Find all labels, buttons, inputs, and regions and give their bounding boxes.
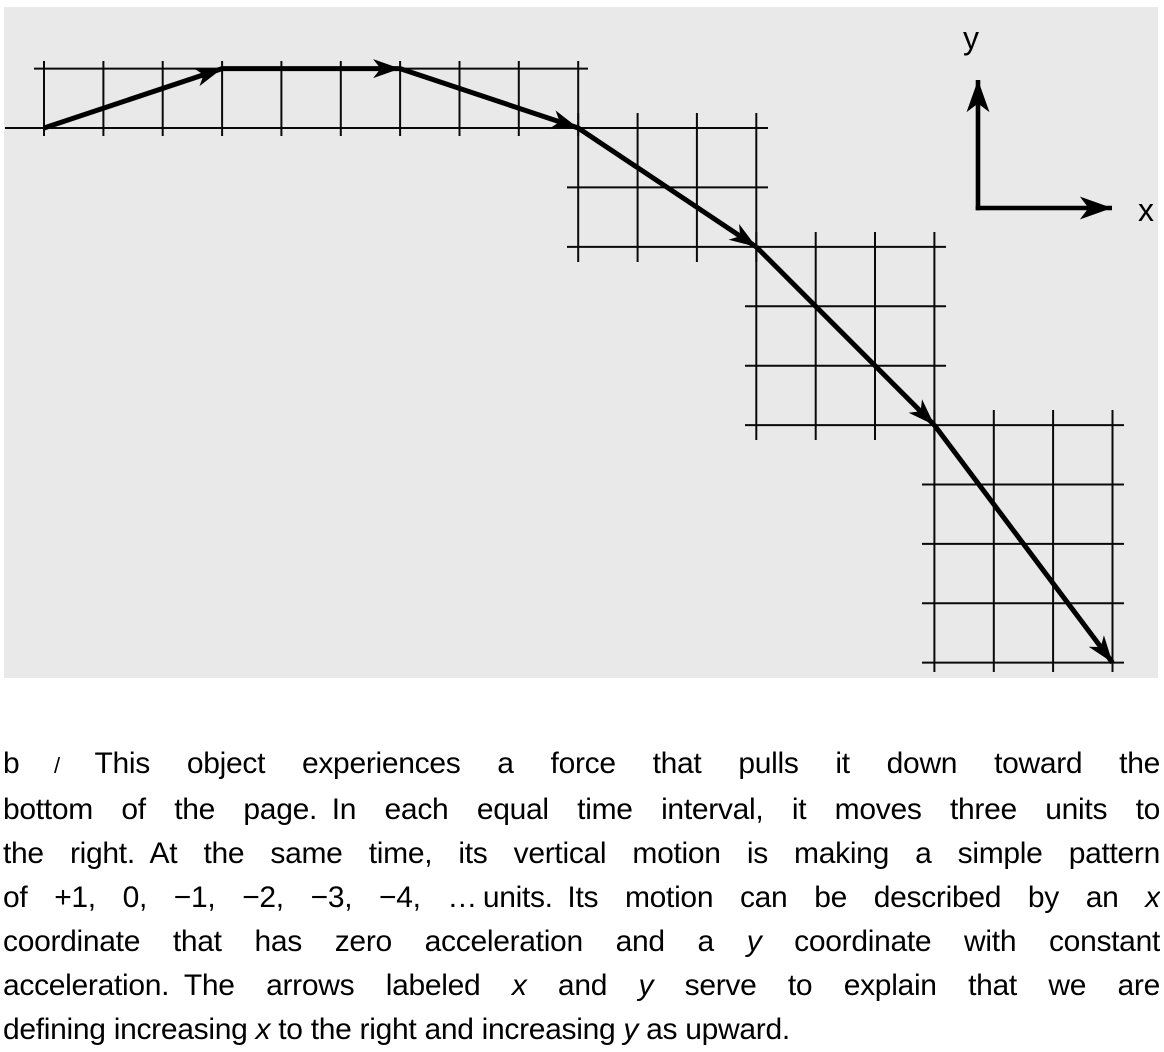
caption-line xyxy=(3,832,1160,876)
caption-text: as upward. xyxy=(638,1013,790,1046)
caption-line xyxy=(3,742,1160,788)
caption-text: coordinate with constant xyxy=(761,925,1160,958)
caption-text: This object experiences a force that pulls it down toward the xyxy=(94,747,1160,780)
caption-line xyxy=(3,964,1160,1008)
math-variable-x: x xyxy=(511,969,527,1002)
caption-text: and xyxy=(526,969,639,1002)
caption-text: to the right and increasing xyxy=(270,1013,624,1046)
caption-text: bottom of the page. In each equal time interval, it moves three units to xyxy=(3,793,1160,826)
math-variable-y: y xyxy=(638,969,654,1002)
caption-line xyxy=(3,920,1160,964)
math-variable-x: x xyxy=(255,1013,271,1046)
caption-text: of +1, 0, −1, −2, −3, −4, … units. Its motion can be described by an xyxy=(3,881,1146,914)
caption-line xyxy=(3,1008,1160,1052)
caption-text: defining increasing xyxy=(3,1013,256,1046)
caption-text: coordinate that has zero acceleration and a xyxy=(3,925,747,958)
figure-caption xyxy=(0,742,1164,1052)
caption-line xyxy=(3,876,1160,920)
caption-line xyxy=(3,788,1160,832)
diagram-background xyxy=(4,7,1158,678)
caption-text: the right. At the same time, its vertical motion is making a simple pattern xyxy=(3,837,1160,870)
caption-label: b xyxy=(3,747,20,780)
math-variable-y: y xyxy=(746,925,762,958)
caption-text: acceleration. The arrows labeled xyxy=(3,969,512,1002)
x-axis-label: x xyxy=(1138,192,1154,228)
caption-text: serve to explain that we are xyxy=(653,969,1160,1002)
math-variable-y: y xyxy=(623,1013,639,1046)
math-variable-x: x xyxy=(1145,881,1160,914)
caption-label-slash: / xyxy=(19,753,95,778)
y-axis-label: y xyxy=(963,20,979,56)
